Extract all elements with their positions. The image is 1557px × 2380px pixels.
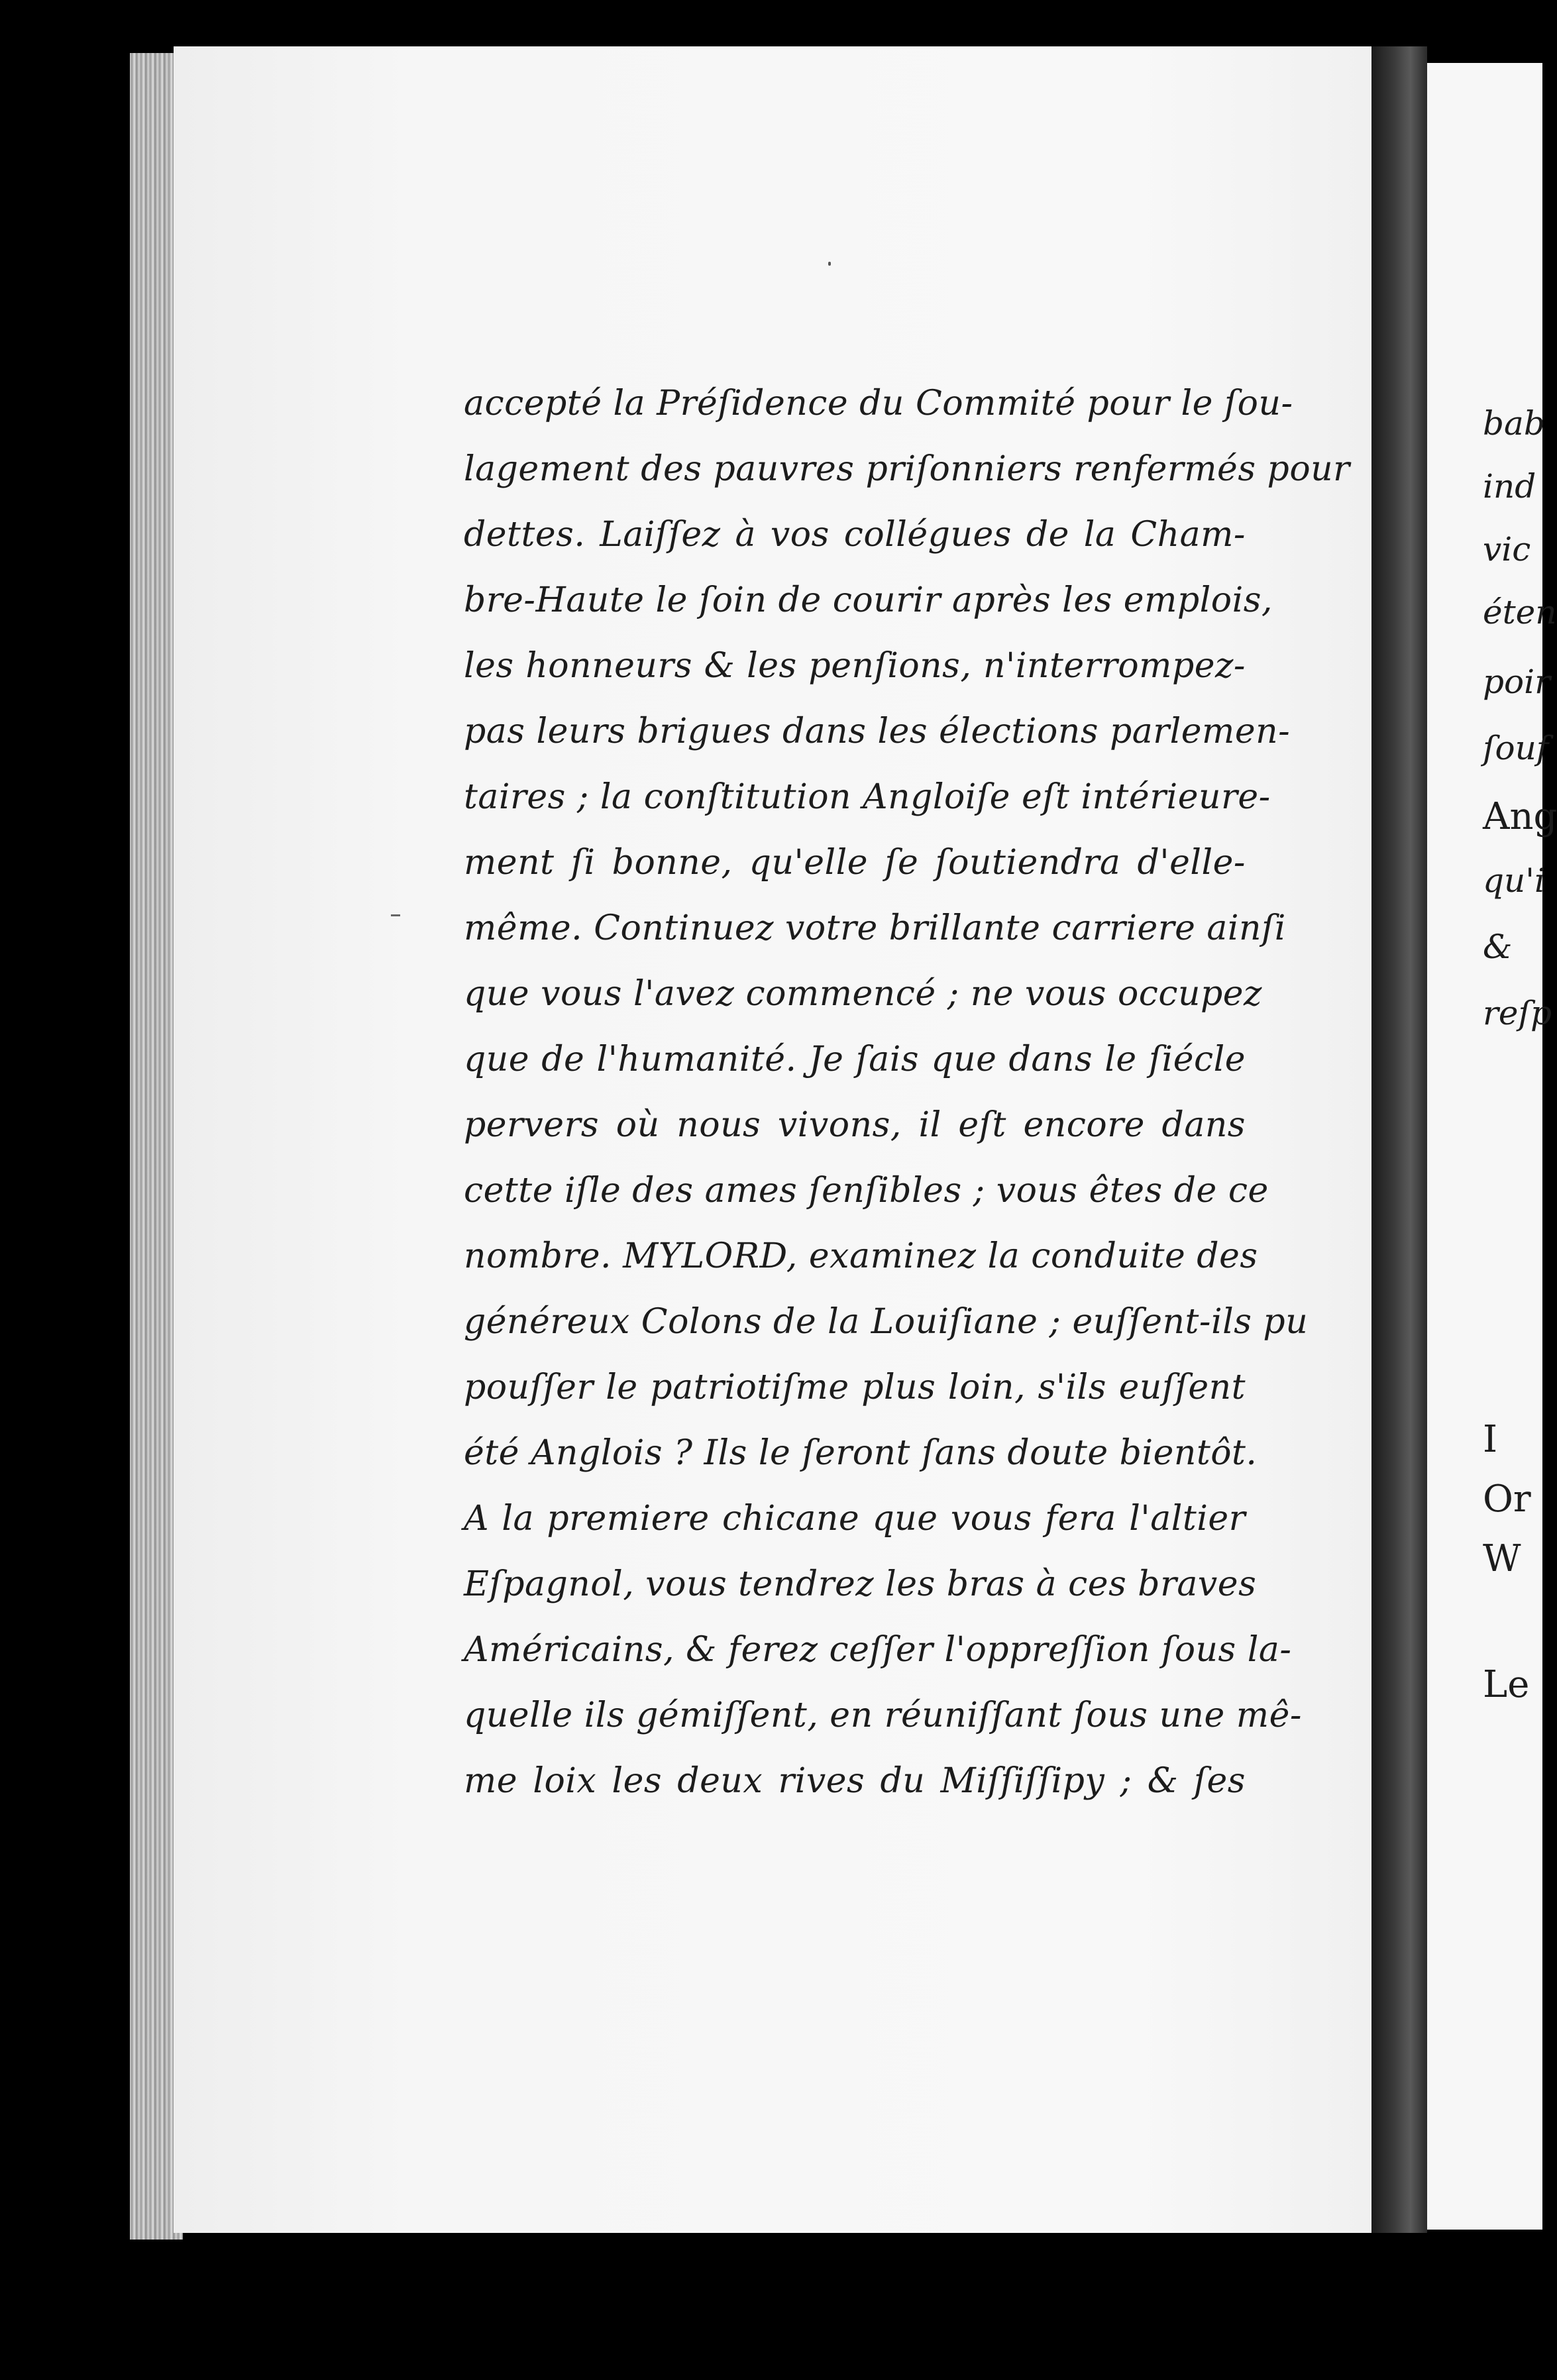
right-page-fragment: bab <box>1483 404 1545 443</box>
text-line: me loix les deux rives du Miſſiſſipy ; & ſes <box>464 1761 1246 1801</box>
right-page-fragment: & <box>1483 928 1513 966</box>
ink-speck <box>391 914 400 916</box>
right-page <box>1427 63 1557 2230</box>
text-line: bre-Haute le ſoin de courir après les emplois, <box>464 580 1273 620</box>
right-page-fragment: ind <box>1483 467 1536 506</box>
text-line: accepté la Préſidence du Commité pour le ſou- <box>464 384 1293 423</box>
text-line: que vous l'avez commencé ; ne vous occupez <box>464 974 1262 1014</box>
right-page-fragment: éten <box>1483 593 1557 631</box>
text-line: pouſſer le patriotiſme plus loin, s'ils euſſent <box>464 1368 1246 1407</box>
right-page-fragment: I <box>1483 1418 1498 1461</box>
right-page-fragment: Le <box>1483 1663 1530 1706</box>
text-line: pas leurs brigues dans les élections parlemen- <box>464 712 1291 751</box>
right-page-fragment: Or <box>1483 1478 1531 1521</box>
right-page-fragment: reſp <box>1483 994 1552 1032</box>
text-line: généreux Colons de la Louiſiane ; euſſent-ils pu <box>464 1302 1309 1342</box>
text-line: Eſpagnol, vous tendrez les bras à ces braves <box>464 1564 1257 1604</box>
text-line: les honneurs & les penſions, n'interrompez- <box>464 646 1246 686</box>
text-line: lagement des pauvres priſonniers renfermés pour <box>464 449 1350 489</box>
text-line: nombre. MYLORD, examinez la conduite des <box>464 1236 1258 1276</box>
text-line: quelle ils gémiſſent, en réuniſſant ſous une mê- <box>464 1696 1302 1735</box>
text-line: été Anglois ? Ils le ſeront ſans doute bientôt. <box>464 1433 1258 1473</box>
right-page-fragment: ſouf <box>1483 729 1549 767</box>
right-page-fragment: Ang <box>1483 795 1557 838</box>
right-page-fragment: qu'i <box>1483 861 1545 900</box>
text-line: pervers où nous vivons, il eſt encore dans <box>464 1105 1246 1145</box>
text-line: A la premiere chicane que vous fera l'altier <box>464 1499 1246 1539</box>
text-line: que de l'humanité. Je ſais que dans le ſiécle <box>464 1040 1246 1079</box>
ink-mark <box>828 262 831 266</box>
right-page-fragment: W <box>1483 1537 1521 1580</box>
text-line: ment ſi bonne, qu'elle ſe ſoutiendra d'elle- <box>464 843 1246 883</box>
text-line: même. Continuez votre brillante carriere ainſi <box>464 908 1286 948</box>
right-page-fragment: poir <box>1483 663 1551 701</box>
left-page-text <box>464 371 1350 1814</box>
text-line: Américains, & ferez ceſſer l'oppreſſion ſous la- <box>464 1630 1292 1670</box>
text-line: dettes. Laiſſez à vos collégues de la Cham- <box>464 515 1246 555</box>
right-page-fragment: vic <box>1483 530 1531 568</box>
book-gutter <box>1371 46 1427 2233</box>
text-line: cette iſle des ames ſenſibles ; vous êtes de ce <box>464 1171 1269 1211</box>
text-line: taires ; la conſtitution Angloiſe eſt intérieure- <box>464 777 1271 817</box>
